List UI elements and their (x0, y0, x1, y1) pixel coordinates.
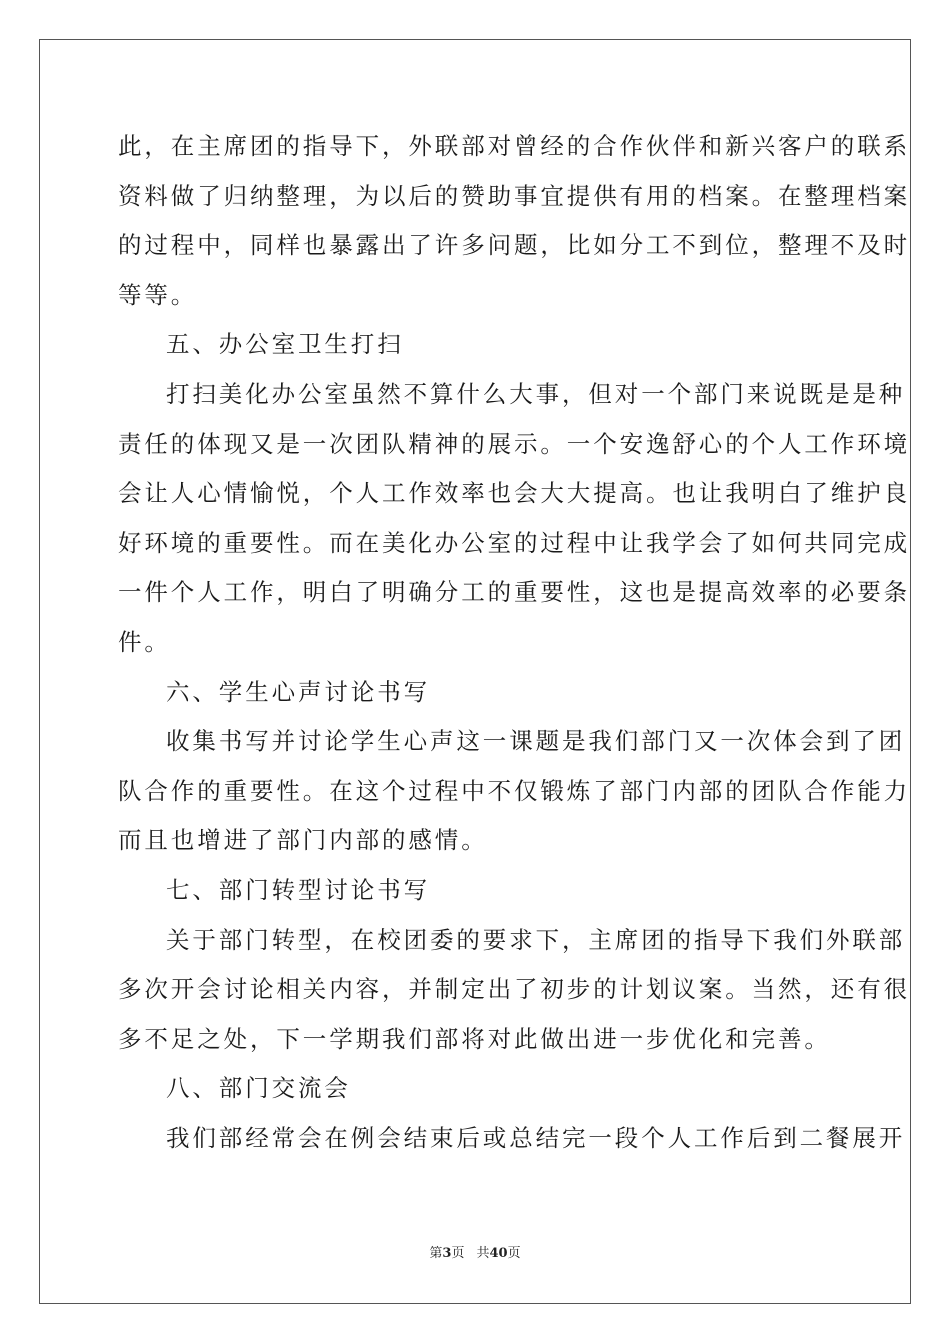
section-heading: 七、部门转型讨论书写 (166, 875, 430, 904)
total-prefix: 共 (476, 1246, 490, 1261)
page-footer (0, 1245, 950, 1263)
text-line: 一件个人工作，明白了明确分工的重要性，这也是提高效率的必要条 (118, 578, 910, 607)
text-line: 责任的体现又是一次团队精神的展示。一个安逸舒心的个人工作环境 (118, 429, 910, 458)
text-line: 此，在主席团的指导下，外联部对曾经的合作伙伴和新兴客户的联系 (118, 132, 910, 160)
text-line: 关于部门转型，在校团委的要求下，主席团的指导下我们外联部 (166, 925, 906, 954)
section-heading: 五、办公室卫生打扫 (166, 330, 404, 359)
document-body (118, 122, 910, 1163)
text-line: 多次开会讨论相关内容，并制定出了初步的计划议案。当然，还有很 (118, 975, 910, 1004)
section-heading: 六、学生心声讨论书写 (166, 677, 430, 706)
text-line: 队合作的重要性。在这个过程中不仅锻炼了部门内部的团队合作能力 (118, 776, 910, 805)
text-line: 多不足之处，下一学期我们部将对此做出进一步优化和完善。 (118, 1024, 831, 1053)
page-prefix: 第 (429, 1246, 443, 1261)
text-line: 我们部经常会在例会结束后或总结完一段个人工作后到二餐展开 (166, 1123, 906, 1152)
page-number: 3 (442, 1246, 452, 1261)
page-suffix: 页 (451, 1246, 465, 1261)
text-line: 的过程中，同样也暴露出了许多问题，比如分工不到位，整理不及时 (118, 231, 910, 260)
text-line: 打扫美化办公室虽然不算什么大事，但对一个部门来说既是是种 (166, 379, 906, 408)
text-line: 会让人心情愉悦，个人工作效率也会大大提高。也让我明白了维护良 (118, 479, 910, 508)
text-line: 件。 (118, 627, 171, 656)
total-pages: 40 (489, 1246, 508, 1261)
section-heading: 八、部门交流会 (166, 1074, 351, 1103)
text-line: 收集书写并讨论学生心声这一课题是我们部门又一次体会到了团 (166, 727, 906, 756)
text-line: 等等。 (118, 280, 198, 309)
total-suffix: 页 (507, 1246, 521, 1261)
text-line: 而且也增进了部门内部的感情。 (118, 826, 488, 855)
text-line: 好环境的重要性。而在美化办公室的过程中让我学会了如何共同完成 (118, 528, 910, 557)
text-line: 资料做了归纳整理，为以后的赞助事宜提供有用的档案。在整理档案 (118, 181, 910, 210)
